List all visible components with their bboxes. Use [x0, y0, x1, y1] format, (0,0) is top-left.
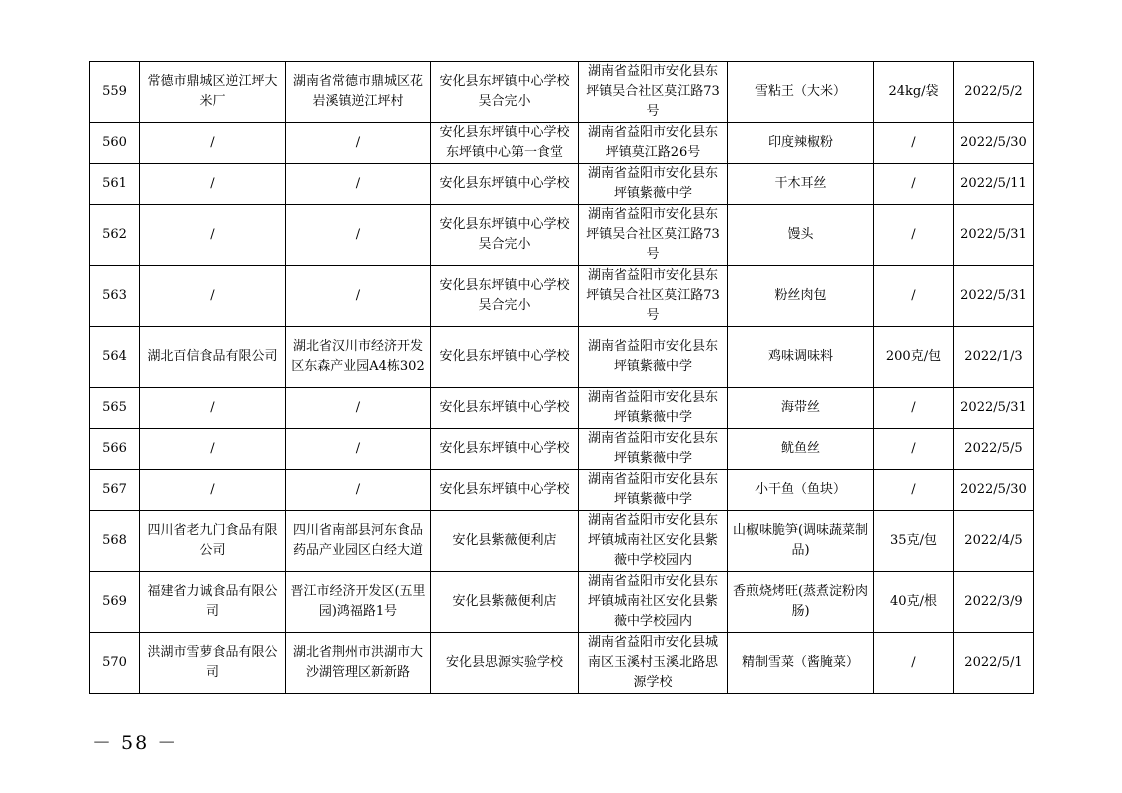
row-number-cell: 568 [90, 511, 140, 572]
row-number-cell: 564 [90, 327, 140, 388]
sampled-unit-cell: 安化县东坪镇中心学校 [431, 470, 579, 511]
sampled-unit-address-cell: 湖南省益阳市安化县东坪镇吴合社区莫江路73号 [579, 205, 728, 266]
producer-address-cell: / [286, 123, 431, 164]
specification-cell: 200克/包 [874, 327, 954, 388]
production-date-cell: 2022/5/11 [954, 164, 1034, 205]
producer-address-cell: / [286, 388, 431, 429]
product-name-cell: 鸡味调味料 [728, 327, 874, 388]
producer-name-cell: / [140, 205, 286, 266]
production-date-cell: 2022/4/5 [954, 511, 1034, 572]
producer-name-cell: 四川省老九门食品有限公司 [140, 511, 286, 572]
sampled-unit-cell: 安化县思源实验学校 [431, 633, 579, 694]
sampled-unit-address-cell: 湖南省益阳市安化县东坪镇吴合社区莫江路73号 [579, 266, 728, 327]
sampled-unit-cell: 安化县东坪镇中心学校 [431, 327, 579, 388]
specification-cell: / [874, 164, 954, 205]
specification-cell: 40克/根 [874, 572, 954, 633]
producer-name-cell: / [140, 266, 286, 327]
producer-address-cell: 湖北省汉川市经济开发区东森产业园A4栋302 [286, 327, 431, 388]
row-number-cell: 559 [90, 62, 140, 123]
specification-cell: / [874, 123, 954, 164]
producer-address-cell: / [286, 429, 431, 470]
row-number-cell: 563 [90, 266, 140, 327]
producer-address-cell: / [286, 205, 431, 266]
producer-name-cell: / [140, 164, 286, 205]
producer-address-cell: / [286, 164, 431, 205]
table-row [90, 633, 1034, 694]
production-date-cell: 2022/5/2 [954, 62, 1034, 123]
production-date-cell: 2022/3/9 [954, 572, 1034, 633]
production-date-cell: 2022/5/31 [954, 388, 1034, 429]
production-date-cell: 2022/5/30 [954, 470, 1034, 511]
table-row [90, 429, 1034, 470]
specification-cell: / [874, 266, 954, 327]
table-row [90, 62, 1034, 123]
row-number-cell: 561 [90, 164, 140, 205]
producer-name-cell: 洪湖市雪萝食品有限公司 [140, 633, 286, 694]
row-number-cell: 569 [90, 572, 140, 633]
production-date-cell: 2022/5/31 [954, 266, 1034, 327]
sampled-unit-cell: 安化县东坪镇中心学校吴合完小 [431, 205, 579, 266]
product-name-cell: 香煎烧烤旺(蒸煮淀粉肉肠) [728, 572, 874, 633]
table-row [90, 205, 1034, 266]
row-number-cell: 562 [90, 205, 140, 266]
producer-name-cell: / [140, 388, 286, 429]
sampled-unit-address-cell: 湖南省益阳市安化县东坪镇城南社区安化县紫薇中学校园内 [579, 572, 728, 633]
specification-cell: / [874, 205, 954, 266]
row-number-cell: 567 [90, 470, 140, 511]
production-date-cell: 2022/5/1 [954, 633, 1034, 694]
sampled-unit-cell: 安化县东坪镇中心学校吴合完小 [431, 266, 579, 327]
product-name-cell: 干木耳丝 [728, 164, 874, 205]
sampled-unit-cell: 安化县紫薇便利店 [431, 511, 579, 572]
sampled-unit-address-cell: 湖南省益阳市安化县东坪镇吴合社区莫江路73号 [579, 62, 728, 123]
table-row [90, 511, 1034, 572]
specification-cell: / [874, 388, 954, 429]
specification-cell: 35克/包 [874, 511, 954, 572]
product-name-cell: 小干鱼（鱼块） [728, 470, 874, 511]
producer-name-cell: 福建省力诚食品有限公司 [140, 572, 286, 633]
page-number: － 58 － [92, 732, 179, 754]
sampled-unit-address-cell: 湖南省益阳市安化县东坪镇紫薇中学 [579, 327, 728, 388]
product-name-cell: 印度辣椒粉 [728, 123, 874, 164]
producer-address-cell: 湖南省常德市鼎城区花岩溪镇逆江坪村 [286, 62, 431, 123]
product-name-cell: 鱿鱼丝 [728, 429, 874, 470]
sampled-unit-cell: 安化县东坪镇中心学校东坪镇中心第一食堂 [431, 123, 579, 164]
production-date-cell: 2022/5/5 [954, 429, 1034, 470]
product-name-cell: 海带丝 [728, 388, 874, 429]
specification-cell: / [874, 470, 954, 511]
specification-cell: / [874, 633, 954, 694]
producer-name-cell: / [140, 123, 286, 164]
production-date-cell: 2022/5/30 [954, 123, 1034, 164]
sampled-unit-cell: 安化县东坪镇中心学校 [431, 429, 579, 470]
sampled-unit-address-cell: 湖南省益阳市安化县东坪镇紫薇中学 [579, 470, 728, 511]
row-number-cell: 565 [90, 388, 140, 429]
producer-name-cell: / [140, 429, 286, 470]
producer-address-cell: 湖北省荆州市洪湖市大沙湖管理区新新路 [286, 633, 431, 694]
production-date-cell: 2022/5/31 [954, 205, 1034, 266]
sampled-unit-address-cell: 湖南省益阳市安化县东坪镇紫薇中学 [579, 429, 728, 470]
specification-cell: 24kg/袋 [874, 62, 954, 123]
table-row [90, 327, 1034, 388]
producer-name-cell: 湖北百信食品有限公司 [140, 327, 286, 388]
sampled-unit-address-cell: 湖南省益阳市安化县东坪镇莫江路26号 [579, 123, 728, 164]
sampled-unit-cell: 安化县东坪镇中心学校 [431, 164, 579, 205]
sampled-unit-cell: 安化县东坪镇中心学校吴合完小 [431, 62, 579, 123]
sampled-unit-address-cell: 湖南省益阳市安化县东坪镇紫薇中学 [579, 164, 728, 205]
table-row [90, 470, 1034, 511]
inspection-table [89, 61, 1034, 694]
table-row [90, 266, 1034, 327]
row-number-cell: 560 [90, 123, 140, 164]
table-row [90, 388, 1034, 429]
producer-name-cell: / [140, 470, 286, 511]
table-row [90, 164, 1034, 205]
product-name-cell: 粉丝肉包 [728, 266, 874, 327]
producer-address-cell: 晋江市经济开发区(五里园)鸿福路1号 [286, 572, 431, 633]
sampled-unit-cell: 安化县紫薇便利店 [431, 572, 579, 633]
row-number-cell: 566 [90, 429, 140, 470]
sampled-unit-address-cell: 湖南省益阳市安化县东坪镇城南社区安化县紫薇中学校园内 [579, 511, 728, 572]
producer-address-cell: / [286, 470, 431, 511]
sampled-unit-address-cell: 湖南省益阳市安化县东坪镇紫薇中学 [579, 388, 728, 429]
producer-address-cell: / [286, 266, 431, 327]
table-row [90, 572, 1034, 633]
product-name-cell: 馒头 [728, 205, 874, 266]
sampled-unit-cell: 安化县东坪镇中心学校 [431, 388, 579, 429]
specification-cell: / [874, 429, 954, 470]
table-row [90, 123, 1034, 164]
product-name-cell: 精制雪菜（酱腌菜） [728, 633, 874, 694]
product-name-cell: 雪粘王（大米） [728, 62, 874, 123]
product-name-cell: 山椒味脆笋(调味蔬菜制品) [728, 511, 874, 572]
row-number-cell: 570 [90, 633, 140, 694]
producer-address-cell: 四川省南部县河东食品药品产业园区白经大道 [286, 511, 431, 572]
sampled-unit-address-cell: 湖南省益阳市安化县城南区玉溪村玉溪北路思源学校 [579, 633, 728, 694]
producer-name-cell: 常德市鼎城区逆江坪大米厂 [140, 62, 286, 123]
production-date-cell: 2022/1/3 [954, 327, 1034, 388]
